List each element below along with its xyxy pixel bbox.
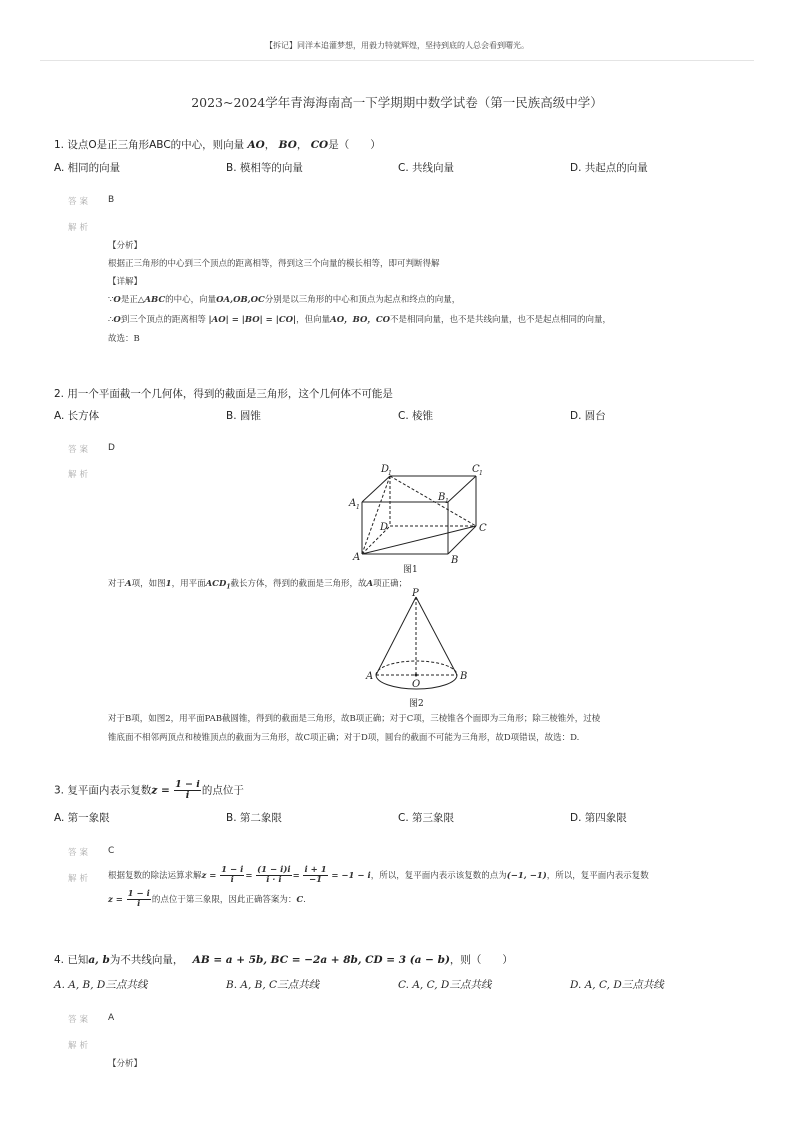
- q3-sol-line1: 根据复数的除法运算求解z = $\frac{1 - i}{i}$ = $\frac{(1 - i)i}{i \cdot i}$ = $\frac{i + 1}{-1}$ = −1 − i，所以，复平面内表示该复数的点为(−1, −1)，所以，复平面内表示复数: [108, 865, 649, 885]
- vector-bo: BO: [278, 139, 297, 151]
- q3-option-c[interactable]: C. 第三象限: [398, 812, 455, 824]
- fig2-caption: 图2: [409, 699, 424, 709]
- q4-analysis-label: 解析: [68, 1041, 92, 1051]
- q4-option-c[interactable]: C. A, C, D三点共线: [398, 979, 492, 991]
- q2-analysis-label: 解析: [68, 470, 92, 480]
- q2-option-d[interactable]: D. 圆台: [570, 410, 606, 422]
- q1-stem: 1. 设点O是正三角形ABC的中心，则向量 AO， BO， CO是（ ）: [54, 139, 381, 151]
- vector-ao: AO: [247, 139, 265, 151]
- q1-fenxi-heading: 【分析】: [108, 241, 143, 251]
- fig1-label-c: C: [479, 523, 487, 534]
- fig1-caption: 图1: [403, 565, 418, 575]
- q4-option-d[interactable]: D. A, C, D三点共线: [570, 979, 664, 991]
- fig1-label-c1: C: [472, 464, 480, 475]
- q3-answer-label: 答案: [68, 848, 92, 858]
- fig1-label-d: D: [380, 522, 389, 533]
- figure-cone: [360, 588, 475, 710]
- fig1-label-a: A: [353, 552, 361, 563]
- q3-answer: C: [108, 846, 115, 856]
- fig2-label-o: O: [412, 679, 421, 690]
- fig2-label-b: B: [460, 671, 468, 682]
- q4-answer-label: 答案: [68, 1015, 92, 1025]
- fig1-sub-a1: 1: [356, 504, 360, 511]
- vector-co: CO: [310, 139, 329, 151]
- fig1-label-b1: B: [438, 492, 446, 503]
- fig2-label-p: P: [412, 588, 419, 599]
- q1-sol-line4: 故选：B: [108, 334, 140, 344]
- q3-option-d[interactable]: D. 第四象限: [570, 812, 627, 824]
- q3-sol-line2: z = $\frac{1 - i}{i}$ 的点位于第三象限，因此正确答案为：C.: [108, 889, 306, 909]
- q1-sol-line1: 根据正三角形的中心到三个顶点的距离相等，得到这三个向量的模长相等，即可判断得解: [108, 259, 440, 269]
- q1-analysis-label: 解析: [68, 223, 92, 233]
- q1-sol-line2: ∵O是正△ABC的中心，向量OA,OB,OC分别是以三角形的中心和顶点为起点和终点的向量，: [108, 295, 461, 305]
- q1-xiangjie-heading: 【详解】: [108, 277, 143, 287]
- fig1-sub-c1: 1: [479, 470, 483, 477]
- page-title: 2023~2024学年青海海南高一下学期期中数学试卷（第一民族高级中学）: [191, 95, 603, 110]
- fig1-label-b: B: [451, 555, 459, 566]
- header-divider: [40, 60, 754, 61]
- fig1-label-a1: A: [349, 498, 357, 509]
- q2-sol-line2: 对于B项，如图2，用平面PAB截圆锥，得到的截面是三角形，故B项正确；对于C项，三棱锥各个面即为三角形；除三棱锥外，过棱: [108, 714, 601, 724]
- q4-stem: 4. 已知a, b为不共线向量， AB = a + 5b, BC = −2a + 8b, CD = 3 (a − b)，则（ ）: [54, 954, 513, 966]
- header-note: 【拆记】同洋本追灌梦想，用毅力特就辉煌，坚持到底的人总会看到曙光。: [265, 41, 529, 50]
- figure-cuboid: [340, 460, 490, 575]
- fig1-sub-d1: 1: [388, 470, 392, 477]
- q1-sol-line3: ∴O到三个顶点的距离相等 |AO| = |BO| = |CO|，但向量AO，BO，CO不是相同向量，也不是共线向量，也不是起点相同的向量，: [108, 315, 612, 325]
- q3-fraction: $\frac{1 - i}{i}$: [175, 779, 200, 801]
- q3-option-b[interactable]: B. 第二象限: [226, 812, 282, 824]
- q4-option-b[interactable]: B. A, B, C三点共线: [226, 979, 320, 991]
- q1-answer: B: [108, 195, 115, 205]
- fig2-label-a: A: [366, 671, 374, 682]
- q1-option-b[interactable]: B. 模相等的向量: [226, 162, 303, 174]
- q1-option-c[interactable]: C. 共线向量: [398, 162, 455, 174]
- q2-answer-label: 答案: [68, 445, 92, 455]
- q2-answer: D: [108, 443, 115, 453]
- q1-option-d[interactable]: D. 共起点的向量: [570, 162, 648, 174]
- q2-option-c[interactable]: C. 棱锥: [398, 410, 434, 422]
- q3-option-a[interactable]: A. 第一象限: [54, 812, 110, 824]
- q1-option-a[interactable]: A. 相同的向量: [54, 162, 121, 174]
- q3-analysis-label: 解析: [68, 874, 92, 884]
- q2-stem: 2. 用一个平面截一个几何体，得到的截面是三角形，这个几何体不可能是: [54, 388, 393, 400]
- q3-stem: 3. 复平面内表示复数z = $\frac{1 - i}{i}$ 的点位于: [54, 779, 244, 801]
- q4-option-a[interactable]: A. A, B, D三点共线: [54, 979, 148, 991]
- q2-sol-line3: 锥底面不相邻两顶点和棱锥顶点的截面为三角形，故C项正确；对于D项，圆台的截面不可能为三角形，故D项错误，故选：D.: [108, 733, 580, 743]
- q1-answer-label: 答案: [68, 197, 92, 207]
- q2-sol-line1: 对于A项，如图1，用平面$ACD_1$截长方体，得到的截面是三角形，故A项正确；: [108, 579, 408, 591]
- fig1-sub-b1: 1: [445, 498, 449, 505]
- q2-option-b[interactable]: B. 圆锥: [226, 410, 261, 422]
- q2-option-a[interactable]: A. 长方体: [54, 410, 100, 422]
- q4-fenxi-heading: 【分析】: [108, 1059, 143, 1069]
- fig1-label-d1: D: [381, 464, 390, 475]
- q4-answer: A: [108, 1013, 115, 1023]
